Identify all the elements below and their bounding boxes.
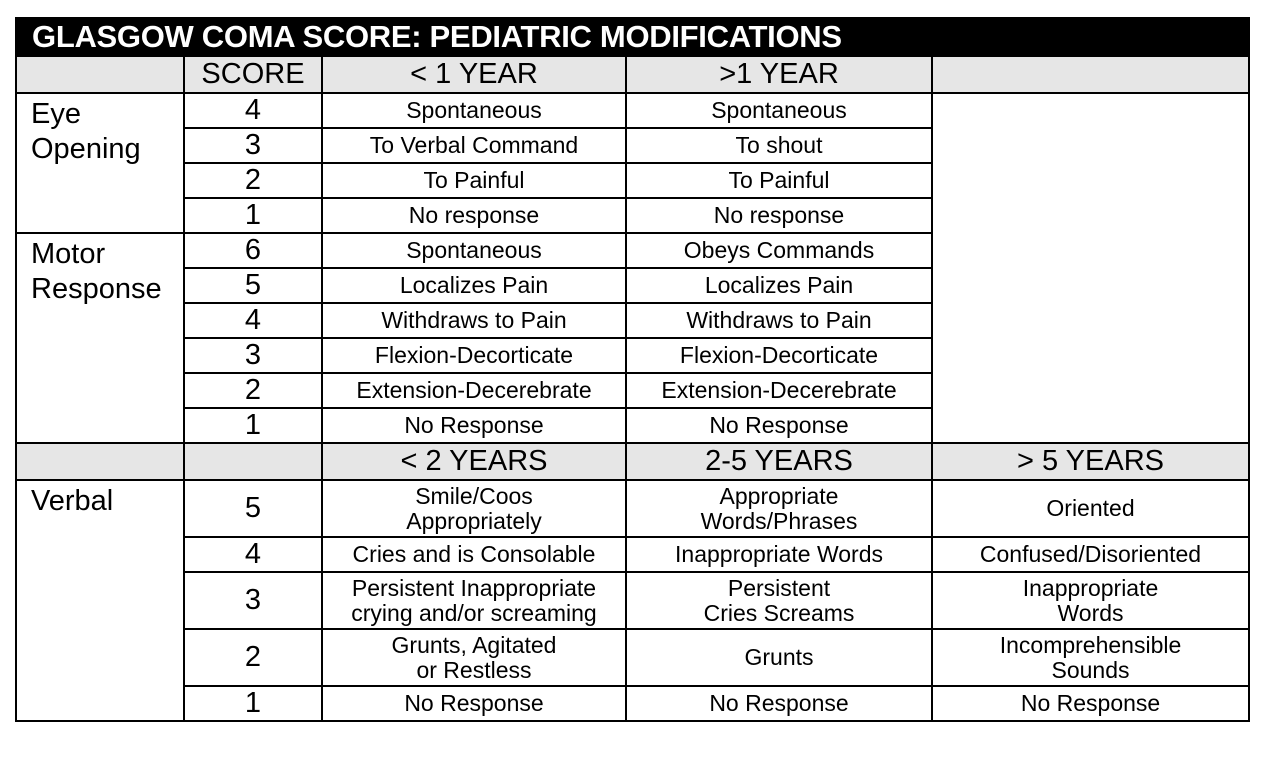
score-value: 4 bbox=[184, 93, 322, 128]
verbal-row bbox=[16, 537, 1249, 572]
blank-column-cell bbox=[932, 93, 1249, 443]
header-age-group-1: < 2 YEARS bbox=[322, 443, 626, 480]
header-score: SCORE bbox=[184, 56, 322, 93]
score-value: 3 bbox=[184, 128, 322, 163]
score-value: 2 bbox=[184, 373, 322, 408]
header-age-group-1: < 1 YEAR bbox=[322, 56, 626, 93]
score-value: 1 bbox=[184, 198, 322, 233]
response-age-group-3: Incomprehensible Sounds bbox=[932, 629, 1249, 686]
header-age-group-3 bbox=[932, 56, 1249, 93]
response-age-group-1: To Painful bbox=[322, 163, 626, 198]
score-value: 1 bbox=[184, 408, 322, 443]
header-age-group-2: >1 YEAR bbox=[626, 56, 932, 93]
motor-response-category-label: Motor Response bbox=[16, 233, 184, 443]
header-score bbox=[184, 443, 322, 480]
response-age-group-1: No Response bbox=[322, 408, 626, 443]
response-age-group-2: No Response bbox=[626, 686, 932, 721]
response-age-group-2: Extension-Decerebrate bbox=[626, 373, 932, 408]
eye-opening-category-label: Eye Opening bbox=[16, 93, 184, 233]
score-value: 2 bbox=[184, 163, 322, 198]
table-title: GLASGOW COMA SCORE: PEDIATRIC MODIFICATIONS bbox=[16, 18, 1249, 56]
response-age-group-1: Spontaneous bbox=[322, 233, 626, 268]
score-value: 3 bbox=[184, 338, 322, 373]
response-age-group-1: Localizes Pain bbox=[322, 268, 626, 303]
score-value: 5 bbox=[184, 480, 322, 537]
response-age-group-1: Persistent Inappropriate crying and/or screaming bbox=[322, 572, 626, 629]
response-age-group-3: No Response bbox=[932, 686, 1249, 721]
verbal-row bbox=[16, 480, 1249, 537]
score-value: 1 bbox=[184, 686, 322, 721]
response-age-group-2: Appropriate Words/Phrases bbox=[626, 480, 932, 537]
score-value: 4 bbox=[184, 303, 322, 338]
header-row-under-1-and-over-1 bbox=[16, 56, 1249, 93]
response-age-group-1: No Response bbox=[322, 686, 626, 721]
response-age-group-3: Oriented bbox=[932, 480, 1249, 537]
score-value: 3 bbox=[184, 572, 322, 629]
response-age-group-1: Flexion-Decorticate bbox=[322, 338, 626, 373]
header-row-verbal-age-groups bbox=[16, 443, 1249, 480]
score-value: 2 bbox=[184, 629, 322, 686]
verbal-row bbox=[16, 572, 1249, 629]
score-value: 6 bbox=[184, 233, 322, 268]
title-row bbox=[16, 18, 1249, 56]
header-category bbox=[16, 443, 184, 480]
response-age-group-1: Smile/Coos Appropriately bbox=[322, 480, 626, 537]
response-age-group-2: Persistent Cries Screams bbox=[626, 572, 932, 629]
response-age-group-2: Spontaneous bbox=[626, 93, 932, 128]
eye-opening-row bbox=[16, 93, 1249, 128]
glasgow-coma-score-table bbox=[15, 17, 1250, 722]
response-age-group-2: To shout bbox=[626, 128, 932, 163]
response-age-group-1: To Verbal Command bbox=[322, 128, 626, 163]
response-age-group-1: Extension-Decerebrate bbox=[322, 373, 626, 408]
response-age-group-3: Inappropriate Words bbox=[932, 572, 1249, 629]
score-value: 5 bbox=[184, 268, 322, 303]
response-age-group-1: Withdraws to Pain bbox=[322, 303, 626, 338]
response-age-group-2: Grunts bbox=[626, 629, 932, 686]
verbal-row bbox=[16, 686, 1249, 721]
response-age-group-2: To Painful bbox=[626, 163, 932, 198]
response-age-group-3: Confused/Disoriented bbox=[932, 537, 1249, 572]
verbal-category-label: Verbal bbox=[16, 480, 184, 721]
response-age-group-2: No response bbox=[626, 198, 932, 233]
response-age-group-2: Obeys Commands bbox=[626, 233, 932, 268]
response-age-group-1: No response bbox=[322, 198, 626, 233]
response-age-group-2: Inappropriate Words bbox=[626, 537, 932, 572]
response-age-group-1: Cries and is Consolable bbox=[322, 537, 626, 572]
header-category bbox=[16, 56, 184, 93]
response-age-group-2: Flexion-Decorticate bbox=[626, 338, 932, 373]
header-age-group-2: 2-5 YEARS bbox=[626, 443, 932, 480]
response-age-group-2: Withdraws to Pain bbox=[626, 303, 932, 338]
response-age-group-1: Grunts, Agitated or Restless bbox=[322, 629, 626, 686]
score-value: 4 bbox=[184, 537, 322, 572]
header-age-group-3: > 5 YEARS bbox=[932, 443, 1249, 480]
response-age-group-1: Spontaneous bbox=[322, 93, 626, 128]
response-age-group-2: No Response bbox=[626, 408, 932, 443]
response-age-group-2: Localizes Pain bbox=[626, 268, 932, 303]
verbal-row bbox=[16, 629, 1249, 686]
